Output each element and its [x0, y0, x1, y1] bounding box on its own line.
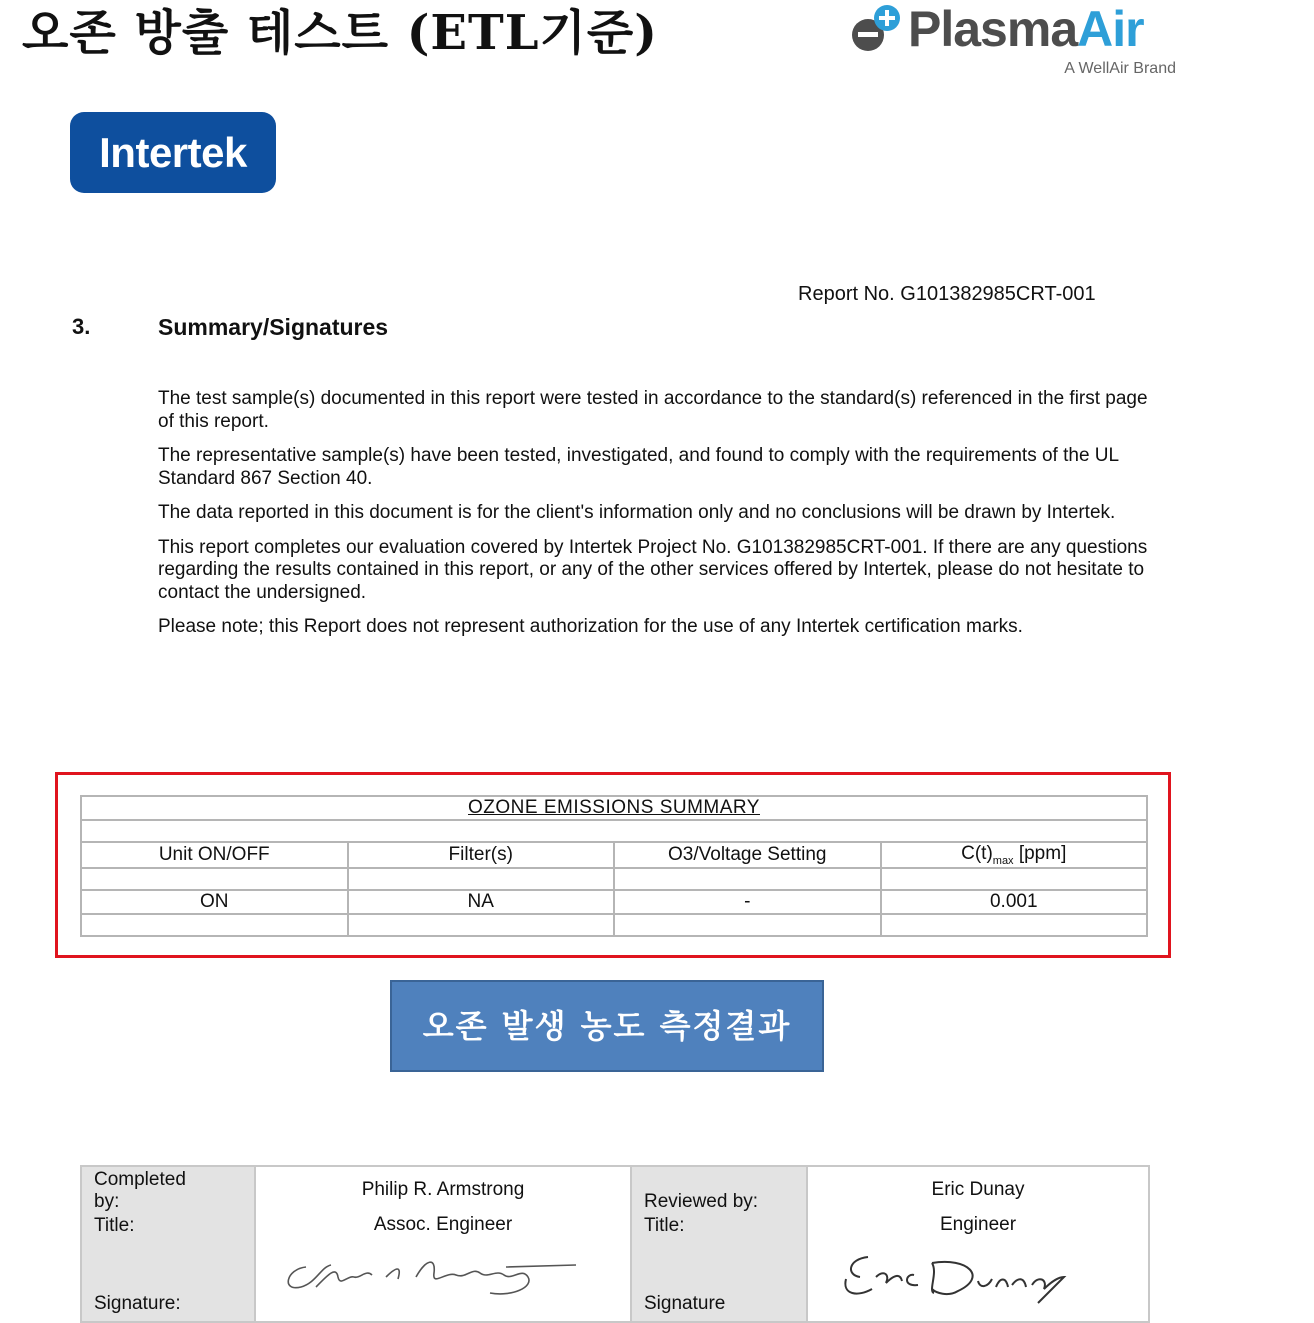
paragraph-client-info: The data reported in this document is for the client's information only and no conclusions will be drawn by Intertek. [158, 502, 1116, 523]
paragraph-standards: The test sample(s) documented in this report were tested in accordance to the standard(s) referenced in the first page of this report. [158, 388, 1148, 432]
reviewed-by-label: Reviewed by: [644, 1191, 759, 1212]
cell-filters: NA [348, 890, 615, 914]
header-concentration-unit: [ppm] [1013, 843, 1067, 864]
plasmaair-tagline: A WellAir Brand [1064, 60, 1176, 77]
header-concentration-sub: max [992, 854, 1014, 867]
reviewed-signature-label: Signature [644, 1293, 726, 1314]
cell-concentration: 0.001 [881, 890, 1148, 914]
table-row [81, 890, 1147, 914]
reviewed-by-labels [631, 1166, 807, 1322]
completed-title: Assoc. Engineer [373, 1214, 513, 1235]
completed-title-label: Title: [94, 1215, 135, 1236]
reviewed-signature-image [828, 1247, 1128, 1311]
completed-signature-label: Signature: [94, 1293, 181, 1314]
plasmaair-logo [850, 2, 1190, 82]
table-spacer-row [81, 868, 1147, 890]
cell-unit-onoff: ON [81, 890, 348, 914]
report-number: Report No. G101382985CRT-001 [798, 283, 1096, 305]
header-o3-voltage: O3/Voltage Setting [614, 842, 881, 868]
ozone-result-callout: 오존 발생 농도 측정결과 [390, 980, 824, 1072]
reviewed-title-label: Title: [644, 1215, 685, 1236]
section-title: Summary/Signatures [158, 314, 389, 340]
paragraph-note: Please note; this Report does not represent authorization for the use of any Intertek certification marks. [158, 616, 1023, 637]
completed-signature-image [276, 1247, 586, 1307]
completed-by-values [255, 1166, 631, 1322]
signature-table [80, 1165, 1150, 1323]
completed-name: Philip R. Armstrong [361, 1179, 525, 1200]
paragraph-project: This report completes our evaluation covered by Intertek Project No. G101382985CRT-001. If there are any questions regarding the results contained in this report, or any of the other services offered by Intertek, please do not hesitate to contact the undersigned. [158, 536, 1148, 603]
intertek-logo: Intertek [70, 112, 276, 193]
table-header-row [81, 842, 1147, 868]
completed-by-label: Completed by: [94, 1169, 186, 1212]
summary-paragraphs [158, 388, 1158, 651]
section-number: 3. [72, 314, 91, 339]
header-concentration-symbol: C(t) [961, 843, 993, 864]
header-unit-onoff: Unit ON/OFF [81, 842, 348, 868]
completed-by-labels [81, 1166, 255, 1322]
ozone-emissions-table [80, 795, 1148, 937]
table-spacer-row [81, 820, 1147, 842]
ozone-table-title: OZONE EMISSIONS SUMMARY [81, 796, 1147, 820]
cell-o3-voltage: - [614, 890, 881, 914]
reviewed-name: Eric Dunay [931, 1179, 1025, 1200]
plasmaair-mark-icon [850, 4, 906, 52]
plasmaair-wordmark [908, 0, 1144, 58]
plasmaair-name-part1: Plasma [908, 1, 1078, 57]
page-heading: 오존 방출 테스트 (ETL기준) [22, 5, 658, 61]
table-spacer-row [81, 914, 1147, 936]
reviewed-by-values [807, 1166, 1149, 1322]
reviewed-title: Engineer [939, 1214, 1017, 1235]
paragraph-compliance: The representative sample(s) have been tested, investigated, and found to comply with the requirements of the UL Standard 867 Section 40. [158, 445, 1119, 489]
plasmaair-name-part2: Air [1077, 1, 1144, 57]
header-filters: Filter(s) [348, 842, 615, 868]
header-concentration [881, 842, 1148, 868]
